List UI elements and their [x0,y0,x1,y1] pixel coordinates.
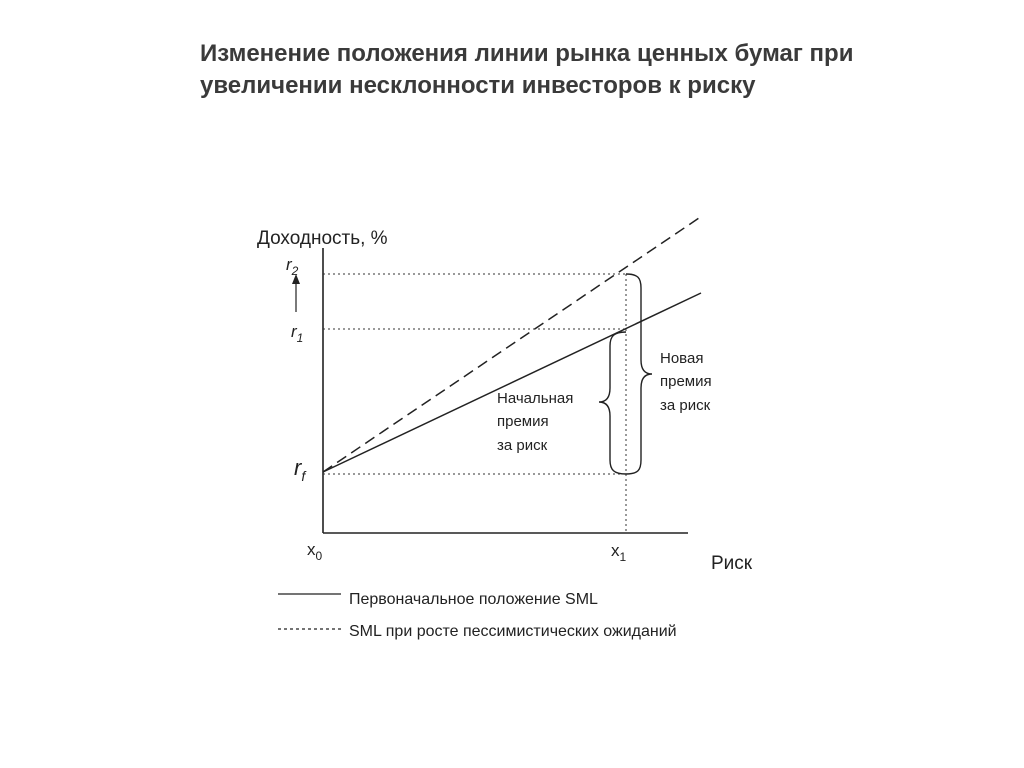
tick-rf: $r_f$ [294,455,306,484]
title-line-1: Изменение положения линии рынка ценных бумаг при [200,40,854,67]
initial-premium-brace [599,332,626,474]
legend-solid-label: Первоначальное положение SML [349,591,598,608]
tick-x1: $x_1$ [611,541,627,564]
initial-premium-label: Начальная премия за риск [497,390,574,454]
tick-r1: $r_1$ [291,322,304,345]
x-axis-label: Риск [711,553,753,574]
sml-shifted-line [323,218,699,472]
new-premium-label: Новая премия за риск [660,350,712,414]
y-axis-label: Доходность, % [257,228,388,249]
tick-x0: $x_0$ [307,540,323,563]
tick-r2: $r_2$ [286,255,299,278]
legend-dashed-label: SML при росте пессимистических ожиданий [349,623,677,640]
title-line-2: увеличении несклонности инвесторов к риску [200,72,756,99]
new-premium-brace [626,274,652,474]
